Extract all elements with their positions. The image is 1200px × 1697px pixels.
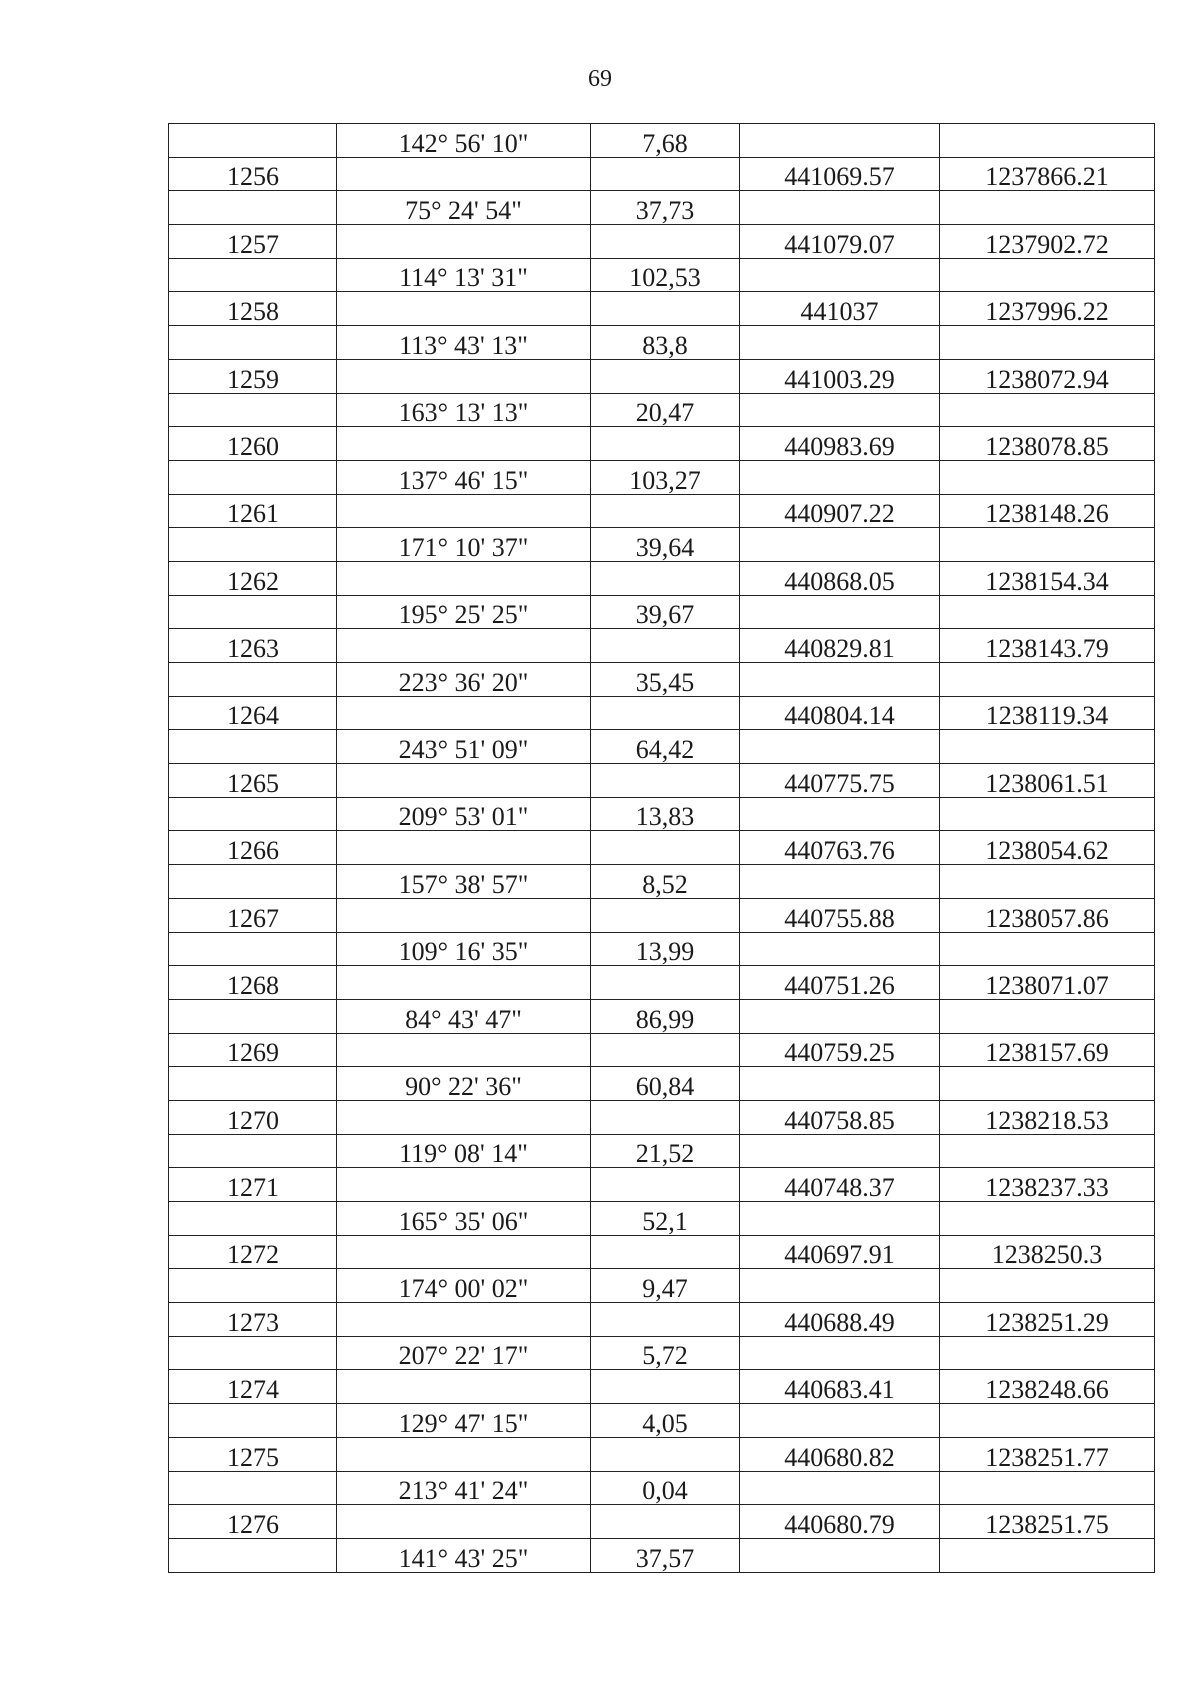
direction-angle-cell: 223° 36' 20" — [337, 663, 591, 697]
segment-row — [169, 460, 1155, 494]
point-row — [169, 427, 1155, 461]
point-number-cell: 1275 — [169, 1437, 337, 1471]
x-coordinate-cell: 440680.79 — [740, 1505, 940, 1539]
distance-cell-empty — [591, 225, 740, 259]
y-coordinate-cell: 1238061.51 — [940, 764, 1155, 798]
y-coordinate-cell: 1238072.94 — [940, 359, 1155, 393]
x-coordinate-cell-empty — [740, 1404, 940, 1438]
x-coordinate-cell-empty — [740, 258, 940, 292]
x-coordinate-cell-empty — [740, 191, 940, 225]
direction-angle-cell: 163° 13' 13" — [337, 393, 591, 427]
point-row — [169, 1437, 1155, 1471]
x-coordinate-cell: 441069.57 — [740, 157, 940, 191]
segment-row — [169, 932, 1155, 966]
point-number-cell: 1269 — [169, 1033, 337, 1067]
angle-cell-empty — [337, 966, 591, 1000]
y-coordinate-cell-empty — [940, 999, 1155, 1033]
angle-cell-empty — [337, 561, 591, 595]
y-coordinate-cell: 1238057.86 — [940, 898, 1155, 932]
y-coordinate-cell-empty — [940, 326, 1155, 360]
point-row — [169, 1033, 1155, 1067]
y-coordinate-cell: 1238078.85 — [940, 427, 1155, 461]
segment-row — [169, 258, 1155, 292]
point-number-cell-empty — [169, 1134, 337, 1168]
x-coordinate-cell-empty — [740, 1538, 940, 1572]
distance-cell: 7,68 — [591, 124, 740, 158]
angle-cell-empty — [337, 427, 591, 461]
angle-cell-empty — [337, 1370, 591, 1404]
distance-cell-empty — [591, 831, 740, 865]
y-coordinate-cell-empty — [940, 797, 1155, 831]
angle-cell-empty — [337, 696, 591, 730]
point-row — [169, 629, 1155, 663]
point-row — [169, 1505, 1155, 1539]
point-number-cell-empty — [169, 191, 337, 225]
y-coordinate-cell-empty — [940, 393, 1155, 427]
direction-angle-cell: 84° 43' 47" — [337, 999, 591, 1033]
distance-cell: 8,52 — [591, 865, 740, 899]
x-coordinate-cell: 440763.76 — [740, 831, 940, 865]
point-number-cell: 1271 — [169, 1168, 337, 1202]
angle-cell-empty — [337, 225, 591, 259]
point-row — [169, 292, 1155, 326]
distance-cell: 52,1 — [591, 1202, 740, 1236]
point-number-cell: 1274 — [169, 1370, 337, 1404]
x-coordinate-cell-empty — [740, 1471, 940, 1505]
y-coordinate-cell-empty — [940, 1471, 1155, 1505]
point-number-cell-empty — [169, 460, 337, 494]
direction-angle-cell: 114° 13' 31" — [337, 258, 591, 292]
angle-cell-empty — [337, 157, 591, 191]
distance-cell: 86,99 — [591, 999, 740, 1033]
direction-angle-cell: 75° 24' 54" — [337, 191, 591, 225]
y-coordinate-cell: 1238251.75 — [940, 1505, 1155, 1539]
distance-cell-empty — [591, 1033, 740, 1067]
distance-cell-empty — [591, 561, 740, 595]
x-coordinate-cell-empty — [740, 124, 940, 158]
x-coordinate-cell: 440829.81 — [740, 629, 940, 663]
point-row — [169, 561, 1155, 595]
direction-angle-cell: 129° 47' 15" — [337, 1404, 591, 1438]
distance-cell-empty — [591, 427, 740, 461]
x-coordinate-cell-empty — [740, 528, 940, 562]
point-row — [169, 1303, 1155, 1337]
distance-cell: 5,72 — [591, 1336, 740, 1370]
distance-cell: 37,73 — [591, 191, 740, 225]
y-coordinate-cell-empty — [940, 191, 1155, 225]
point-number-cell: 1266 — [169, 831, 337, 865]
segment-row — [169, 865, 1155, 899]
point-row — [169, 1370, 1155, 1404]
y-coordinate-cell: 1238148.26 — [940, 494, 1155, 528]
point-number-cell: 1265 — [169, 764, 337, 798]
point-row — [169, 1100, 1155, 1134]
x-coordinate-cell: 440983.69 — [740, 427, 940, 461]
y-coordinate-cell-empty — [940, 730, 1155, 764]
segment-row — [169, 1269, 1155, 1303]
y-coordinate-cell-empty — [940, 528, 1155, 562]
point-number-cell: 1261 — [169, 494, 337, 528]
point-number-cell-empty — [169, 730, 337, 764]
y-coordinate-cell: 1238054.62 — [940, 831, 1155, 865]
point-row — [169, 966, 1155, 1000]
y-coordinate-cell: 1238157.69 — [940, 1033, 1155, 1067]
direction-angle-cell: 113° 43' 13" — [337, 326, 591, 360]
point-number-cell-empty — [169, 1538, 337, 1572]
point-row — [169, 1168, 1155, 1202]
y-coordinate-cell-empty — [940, 1336, 1155, 1370]
segment-row — [169, 595, 1155, 629]
distance-cell: 37,57 — [591, 1538, 740, 1572]
point-number-cell-empty — [169, 326, 337, 360]
point-number-cell-empty — [169, 258, 337, 292]
point-number-cell: 1270 — [169, 1100, 337, 1134]
angle-cell-empty — [337, 1505, 591, 1539]
point-row — [169, 696, 1155, 730]
distance-cell-empty — [591, 1505, 740, 1539]
y-coordinate-cell-empty — [940, 460, 1155, 494]
x-coordinate-cell: 441003.29 — [740, 359, 940, 393]
x-coordinate-cell: 440758.85 — [740, 1100, 940, 1134]
x-coordinate-cell-empty — [740, 932, 940, 966]
direction-angle-cell: 142° 56' 10" — [337, 124, 591, 158]
distance-cell: 103,27 — [591, 460, 740, 494]
x-coordinate-cell-empty — [740, 1067, 940, 1101]
x-coordinate-cell-empty — [740, 460, 940, 494]
coordinates-table — [168, 123, 1155, 1573]
point-number-cell-empty — [169, 124, 337, 158]
direction-angle-cell: 109° 16' 35" — [337, 932, 591, 966]
y-coordinate-cell-empty — [940, 1269, 1155, 1303]
distance-cell-empty — [591, 1437, 740, 1471]
segment-row — [169, 1404, 1155, 1438]
y-coordinate-cell-empty — [940, 595, 1155, 629]
point-number-cell-empty — [169, 797, 337, 831]
distance-cell: 4,05 — [591, 1404, 740, 1438]
point-number-cell-empty — [169, 932, 337, 966]
y-coordinate-cell-empty — [940, 932, 1155, 966]
y-coordinate-cell-empty — [940, 1202, 1155, 1236]
x-coordinate-cell: 440907.22 — [740, 494, 940, 528]
distance-cell: 39,64 — [591, 528, 740, 562]
distance-cell-empty — [591, 696, 740, 730]
distance-cell: 83,8 — [591, 326, 740, 360]
x-coordinate-cell: 440680.82 — [740, 1437, 940, 1471]
angle-cell-empty — [337, 494, 591, 528]
x-coordinate-cell: 440748.37 — [740, 1168, 940, 1202]
y-coordinate-cell-empty — [940, 865, 1155, 899]
direction-angle-cell: 171° 10' 37" — [337, 528, 591, 562]
segment-row — [169, 1202, 1155, 1236]
point-row — [169, 494, 1155, 528]
x-coordinate-cell: 440775.75 — [740, 764, 940, 798]
x-coordinate-cell: 441037 — [740, 292, 940, 326]
x-coordinate-cell: 440751.26 — [740, 966, 940, 1000]
point-number-cell-empty — [169, 1471, 337, 1505]
direction-angle-cell: 243° 51' 09" — [337, 730, 591, 764]
segment-row — [169, 191, 1155, 225]
x-coordinate-cell: 440755.88 — [740, 898, 940, 932]
point-row — [169, 831, 1155, 865]
point-number-cell: 1273 — [169, 1303, 337, 1337]
point-number-cell: 1272 — [169, 1235, 337, 1269]
segment-row — [169, 528, 1155, 562]
x-coordinate-cell-empty — [740, 1269, 940, 1303]
x-coordinate-cell-empty — [740, 730, 940, 764]
point-number-cell: 1264 — [169, 696, 337, 730]
x-coordinate-cell-empty — [740, 1202, 940, 1236]
y-coordinate-cell: 1238218.53 — [940, 1100, 1155, 1134]
distance-cell: 20,47 — [591, 393, 740, 427]
direction-angle-cell: 195° 25' 25" — [337, 595, 591, 629]
angle-cell-empty — [337, 1437, 591, 1471]
direction-angle-cell: 90° 22' 36" — [337, 1067, 591, 1101]
point-number-cell-empty — [169, 1336, 337, 1370]
angle-cell-empty — [337, 1235, 591, 1269]
point-number-cell: 1276 — [169, 1505, 337, 1539]
y-coordinate-cell: 1238251.29 — [940, 1303, 1155, 1337]
y-coordinate-cell: 1238154.34 — [940, 561, 1155, 595]
point-row — [169, 1235, 1155, 1269]
y-coordinate-cell-empty — [940, 124, 1155, 158]
x-coordinate-cell-empty — [740, 393, 940, 427]
point-number-cell: 1263 — [169, 629, 337, 663]
point-row — [169, 898, 1155, 932]
distance-cell-empty — [591, 1303, 740, 1337]
distance-cell-empty — [591, 359, 740, 393]
distance-cell: 39,67 — [591, 595, 740, 629]
distance-cell-empty — [591, 1100, 740, 1134]
distance-cell-empty — [591, 1168, 740, 1202]
distance-cell: 0,04 — [591, 1471, 740, 1505]
y-coordinate-cell: 1238250.3 — [940, 1235, 1155, 1269]
point-number-cell-empty — [169, 999, 337, 1033]
coordinates-table-body — [169, 124, 1155, 1573]
y-coordinate-cell: 1238143.79 — [940, 629, 1155, 663]
distance-cell-empty — [591, 966, 740, 1000]
y-coordinate-cell: 1237902.72 — [940, 225, 1155, 259]
segment-row — [169, 1067, 1155, 1101]
distance-cell: 64,42 — [591, 730, 740, 764]
point-number-cell-empty — [169, 1067, 337, 1101]
x-coordinate-cell-empty — [740, 999, 940, 1033]
x-coordinate-cell-empty — [740, 663, 940, 697]
direction-angle-cell: 165° 35' 06" — [337, 1202, 591, 1236]
angle-cell-empty — [337, 292, 591, 326]
distance-cell-empty — [591, 292, 740, 326]
y-coordinate-cell: 1238248.66 — [940, 1370, 1155, 1404]
point-number-cell: 1262 — [169, 561, 337, 595]
direction-angle-cell: 207° 22' 17" — [337, 1336, 591, 1370]
distance-cell: 60,84 — [591, 1067, 740, 1101]
segment-row — [169, 326, 1155, 360]
page-number: 69 — [588, 66, 612, 92]
segment-row — [169, 663, 1155, 697]
y-coordinate-cell: 1238119.34 — [940, 696, 1155, 730]
point-row — [169, 359, 1155, 393]
point-number-cell: 1258 — [169, 292, 337, 326]
y-coordinate-cell: 1237996.22 — [940, 292, 1155, 326]
point-number-cell-empty — [169, 1404, 337, 1438]
point-number-cell-empty — [169, 393, 337, 427]
y-coordinate-cell-empty — [940, 258, 1155, 292]
point-number-cell: 1260 — [169, 427, 337, 461]
segment-row — [169, 730, 1155, 764]
x-coordinate-cell-empty — [740, 1134, 940, 1168]
point-number-cell: 1256 — [169, 157, 337, 191]
direction-angle-cell: 213° 41' 24" — [337, 1471, 591, 1505]
x-coordinate-cell-empty — [740, 1336, 940, 1370]
segment-row — [169, 999, 1155, 1033]
point-number-cell-empty — [169, 528, 337, 562]
y-coordinate-cell-empty — [940, 1404, 1155, 1438]
direction-angle-cell: 174° 00' 02" — [337, 1269, 591, 1303]
x-coordinate-cell: 440697.91 — [740, 1235, 940, 1269]
y-coordinate-cell: 1238251.77 — [940, 1437, 1155, 1471]
segment-row — [169, 393, 1155, 427]
y-coordinate-cell: 1238237.33 — [940, 1168, 1155, 1202]
distance-cell-empty — [591, 1235, 740, 1269]
x-coordinate-cell: 440804.14 — [740, 696, 940, 730]
point-number-cell: 1268 — [169, 966, 337, 1000]
y-coordinate-cell-empty — [940, 1134, 1155, 1168]
distance-cell-empty — [591, 898, 740, 932]
angle-cell-empty — [337, 359, 591, 393]
distance-cell: 13,83 — [591, 797, 740, 831]
angle-cell-empty — [337, 1303, 591, 1337]
x-coordinate-cell-empty — [740, 797, 940, 831]
segment-row — [169, 1538, 1155, 1572]
point-row — [169, 225, 1155, 259]
point-row — [169, 764, 1155, 798]
point-number-cell-empty — [169, 1269, 337, 1303]
segment-row — [169, 124, 1155, 158]
x-coordinate-cell: 441079.07 — [740, 225, 940, 259]
angle-cell-empty — [337, 831, 591, 865]
point-number-cell: 1259 — [169, 359, 337, 393]
point-number-cell-empty — [169, 865, 337, 899]
angle-cell-empty — [337, 1168, 591, 1202]
point-number-cell-empty — [169, 663, 337, 697]
point-number-cell: 1267 — [169, 898, 337, 932]
segment-row — [169, 1471, 1155, 1505]
angle-cell-empty — [337, 898, 591, 932]
distance-cell-empty — [591, 629, 740, 663]
direction-angle-cell: 137° 46' 15" — [337, 460, 591, 494]
x-coordinate-cell: 440688.49 — [740, 1303, 940, 1337]
point-number-cell: 1257 — [169, 225, 337, 259]
point-row — [169, 157, 1155, 191]
angle-cell-empty — [337, 1033, 591, 1067]
y-coordinate-cell-empty — [940, 1067, 1155, 1101]
direction-angle-cell: 119° 08' 14" — [337, 1134, 591, 1168]
coordinates-table-container — [168, 123, 1154, 1573]
point-number-cell-empty — [169, 595, 337, 629]
segment-row — [169, 1336, 1155, 1370]
distance-cell-empty — [591, 157, 740, 191]
y-coordinate-cell-empty — [940, 1538, 1155, 1572]
distance-cell-empty — [591, 1370, 740, 1404]
x-coordinate-cell-empty — [740, 595, 940, 629]
point-number-cell-empty — [169, 1202, 337, 1236]
direction-angle-cell: 141° 43' 25" — [337, 1538, 591, 1572]
distance-cell: 9,47 — [591, 1269, 740, 1303]
angle-cell-empty — [337, 764, 591, 798]
x-coordinate-cell-empty — [740, 865, 940, 899]
y-coordinate-cell-empty — [940, 663, 1155, 697]
angle-cell-empty — [337, 1100, 591, 1134]
x-coordinate-cell-empty — [740, 326, 940, 360]
segment-row — [169, 797, 1155, 831]
x-coordinate-cell: 440683.41 — [740, 1370, 940, 1404]
distance-cell: 13,99 — [591, 932, 740, 966]
x-coordinate-cell: 440868.05 — [740, 561, 940, 595]
distance-cell-empty — [591, 494, 740, 528]
distance-cell: 102,53 — [591, 258, 740, 292]
direction-angle-cell: 157° 38' 57" — [337, 865, 591, 899]
distance-cell: 35,45 — [591, 663, 740, 697]
angle-cell-empty — [337, 629, 591, 663]
distance-cell: 21,52 — [591, 1134, 740, 1168]
y-coordinate-cell: 1238071.07 — [940, 966, 1155, 1000]
x-coordinate-cell: 440759.25 — [740, 1033, 940, 1067]
y-coordinate-cell: 1237866.21 — [940, 157, 1155, 191]
direction-angle-cell: 209° 53' 01" — [337, 797, 591, 831]
distance-cell-empty — [591, 764, 740, 798]
segment-row — [169, 1134, 1155, 1168]
